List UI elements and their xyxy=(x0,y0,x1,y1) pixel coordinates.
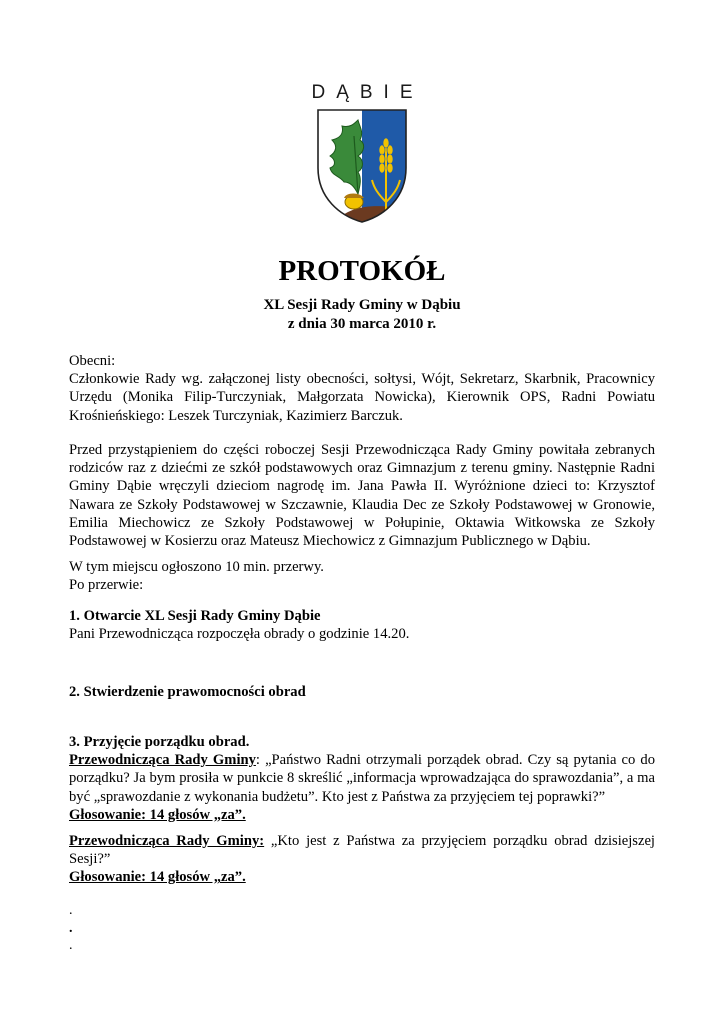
present-text: Członkowie Rady wg. załączonej listy obecności, sołtysi, Wójt, Sekretarz, Skarbnik, Pracownicy Urzędu (Monika Filip-Turczyniak, Małgorzata Nowicka), Kierownik OPS, Radni Powiatu Krośnieńskiego: Leszek Turczyniak, Kazimierz Barczuk. xyxy=(69,371,655,424)
agenda-item-3 xyxy=(69,733,655,824)
vote-result: Głosowanie: 14 głosów „za”. xyxy=(69,869,246,886)
speech-text: „Kto jest z Państwa za przyjęciem porządku obrad dzisiejszej Sesji?” xyxy=(69,833,655,868)
vote-result: Głosowanie: 14 głosów „za”. xyxy=(69,806,246,823)
crest-name: DĄBIE xyxy=(311,82,424,103)
session-date: z dnia 30 marca 2010 r. xyxy=(287,316,437,332)
item-1-heading: 1. Otwarcie XL Sesji Rady Gminy Dąbie xyxy=(69,608,321,624)
municipality-crest xyxy=(300,82,424,232)
document-title: PROTOKÓŁ xyxy=(278,255,446,287)
ellipsis-dot: . xyxy=(69,938,73,953)
item-3-statement-2 xyxy=(69,832,655,887)
ellipsis-dot: . xyxy=(69,903,73,918)
item-3-heading: 3. Przyjęcie porządku obrad. xyxy=(69,734,250,750)
agenda-item-2 xyxy=(69,683,655,701)
coat-of-arms-icon xyxy=(314,106,410,226)
after-break-line: Po przerwie: xyxy=(69,577,144,594)
agenda-item-1 xyxy=(69,607,655,643)
break-line: W tym miejscu ogłoszono 10 min. przerwy. xyxy=(69,559,324,575)
intro-paragraph: Przed przystąpieniem do części roboczej Sesji Przewodnicząca Rady Gminy powitała zebranych rodziców raz z dziećmi ze szkół podstawowych oraz Gimnazjum z terenu gminy. Następnie Radni Gminy Dąbie wręczyli dzieciom nagrodę im. Jana Pawła II. Wyróżnione dzieci to: Krzysztof Nawara ze Szkoły Podstawowej w Szczawnie, Klaudia Dec ze Szkoły Podstawowej w Gronowie, Emilia Miechowicz ze Szkoły Podstawowej w Połupinie, Oktawia Witkowska ze Szkoły Podstawowej w Kosierzu oraz Mateusz Miechowicz z Gimnazjum Publicznego w Dąbiu. xyxy=(69,442,655,550)
present-label: Obecni: xyxy=(69,353,116,369)
item-2-heading: 2. Stwierdzenie prawomocności obrad xyxy=(69,684,306,700)
item-3-statement-1 xyxy=(69,751,655,806)
present-section xyxy=(69,352,655,425)
speaker-name: Przewodnicząca Rady Gminy: xyxy=(69,833,265,849)
speaker-name: Przewodnicząca Rady Gminy xyxy=(69,752,256,769)
ellipsis-dot: . xyxy=(69,921,73,936)
break-section xyxy=(69,558,655,594)
session-subtitle: XL Sesji Rady Gminy w Dąbiu xyxy=(263,297,461,313)
speech-text: : „Państwo Radni otrzymali porządek obrad. Czy są pytania co do porządku? Ja bym prosiła w punkcie 8 skreślić „informacja wprowadzająca do sprawozdania”, a ma być „sprawozdanie z wykonania budżetu”. Kto jest z Państwa za przyjęciem tej poprawki?” xyxy=(69,752,655,805)
item-1-text: Pani Przewodnicząca rozpoczęła obrady o godzinie 14.20. xyxy=(69,626,410,643)
